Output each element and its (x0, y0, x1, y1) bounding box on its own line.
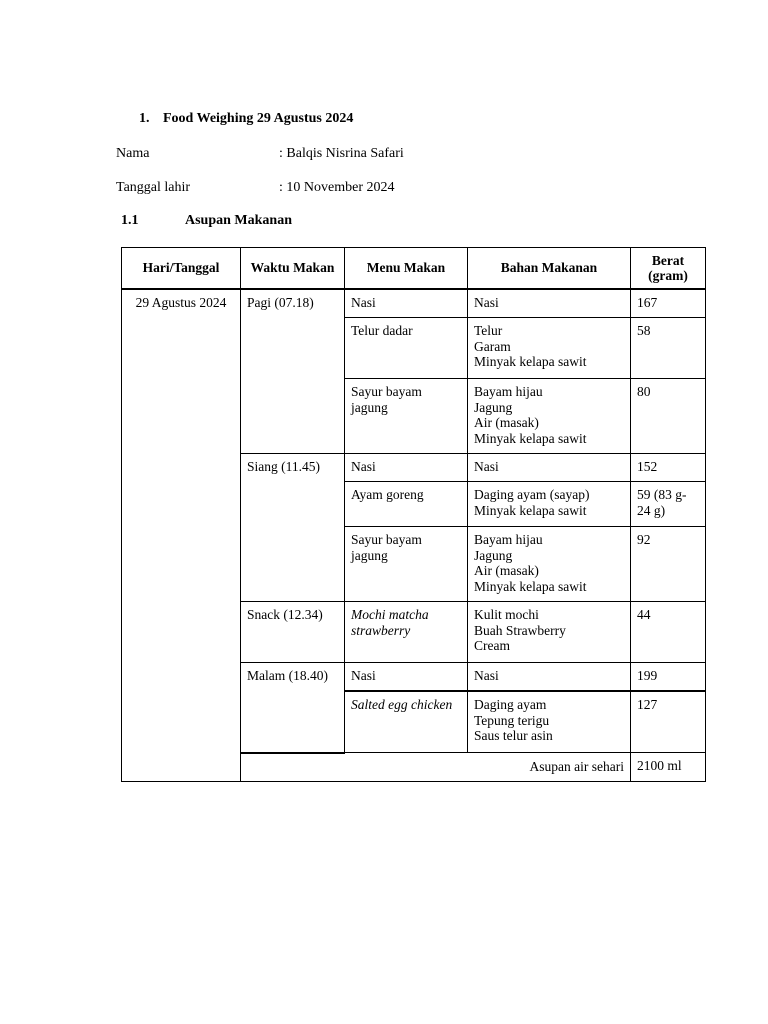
header-bahan-makanan: Bahan Makanan (468, 248, 631, 290)
menu-cell: Sayur bayam jagung (345, 379, 468, 454)
subsection-heading (121, 213, 292, 229)
ingredients-cell (468, 527, 631, 602)
ingredient: Jagung (474, 547, 513, 563)
menu-cell: Nasi (345, 663, 468, 692)
ingredients-cell (468, 379, 631, 454)
header-berat: Berat (gram) (631, 248, 706, 290)
date-cell: 29 Agustus 2024 (122, 289, 241, 781)
ingredients-cell (468, 663, 631, 692)
food-intake-table (121, 247, 706, 782)
menu-cell: Nasi (345, 289, 468, 318)
meal-time-cell: Siang (11.45) (241, 454, 345, 602)
meal-time-cell: Pagi (07.18) (241, 289, 345, 454)
ingredient: Daging ayam (sayap) (474, 487, 590, 502)
meal-time-cell: Snack (12.34) (241, 602, 345, 663)
subsection-number: 1.1 (121, 213, 139, 228)
weight-cell: 92 (631, 527, 706, 602)
ingredient: Tepung terigu (474, 712, 550, 728)
ingredient: Bayam hijau (474, 384, 543, 399)
field-value: : Balqis Nisrina Safari (279, 146, 404, 161)
ingredient: Minyak kelapa sawit (474, 430, 587, 446)
ingredient: Nasi (474, 295, 499, 310)
menu-cell: Sayur bayam jagung (345, 527, 468, 602)
ingredients-cell (468, 454, 631, 482)
ingredient: Air (masak) (474, 563, 539, 578)
weight-cell: 59 (83 g-24 g) (631, 482, 706, 527)
menu-cell: Mochi matcha strawberry (345, 602, 468, 663)
weight-cell: 44 (631, 602, 706, 663)
table-row (122, 289, 706, 318)
weight-cell: 80 (631, 379, 706, 454)
section-heading (139, 111, 353, 127)
ingredient: Garam (474, 338, 511, 354)
subsection-title: Asupan Makanan (185, 213, 292, 228)
ingredient: Buah Strawberry (474, 622, 566, 638)
ingredient: Jagung (474, 399, 513, 415)
ingredient: Nasi (474, 459, 499, 474)
field-label: Nama (116, 146, 150, 161)
ingredients-cell (468, 318, 631, 379)
header-menu-makan: Menu Makan (345, 248, 468, 290)
ingredient: Daging ayam (474, 697, 547, 712)
ingredients-cell (468, 602, 631, 663)
ingredient: Kulit mochi (474, 607, 539, 622)
weight-cell: 199 (631, 663, 706, 692)
header-waktu-makan: Waktu Makan (241, 248, 345, 290)
weight-cell: 127 (631, 691, 706, 753)
ingredients-cell (468, 289, 631, 318)
weight-cell: 152 (631, 454, 706, 482)
field-value: : 10 November 2024 (279, 180, 395, 195)
ingredient: Telur (474, 323, 503, 338)
menu-cell: Telur dadar (345, 318, 468, 379)
section-title: Food Weighing 29 Agustus 2024 (163, 111, 354, 126)
menu-cell: Salted egg chicken (345, 691, 468, 753)
ingredient: Minyak kelapa sawit (474, 578, 587, 594)
total-label: Asupan air sehari (241, 753, 631, 782)
ingredient: Bayam hijau (474, 532, 543, 547)
ingredient: Nasi (474, 668, 499, 683)
field-label: Tanggal lahir (116, 180, 191, 195)
ingredient: Saus telur asin (474, 728, 553, 743)
ingredient: Cream (474, 638, 510, 653)
ingredients-cell (468, 482, 631, 527)
section-number: 1. (139, 111, 150, 126)
total-value: 2100 ml (631, 753, 706, 782)
ingredients-cell (468, 691, 631, 753)
menu-cell: Ayam goreng (345, 482, 468, 527)
ingredient: Air (masak) (474, 415, 539, 430)
meal-time-cell: Malam (18.40) (241, 663, 345, 753)
ingredient: Minyak kelapa sawit (474, 502, 587, 518)
header-hari-tanggal: Hari/Tanggal (122, 248, 241, 290)
weight-cell: 167 (631, 289, 706, 318)
menu-cell: Nasi (345, 454, 468, 482)
weight-cell: 58 (631, 318, 706, 379)
ingredient: Minyak kelapa sawit (474, 354, 587, 369)
